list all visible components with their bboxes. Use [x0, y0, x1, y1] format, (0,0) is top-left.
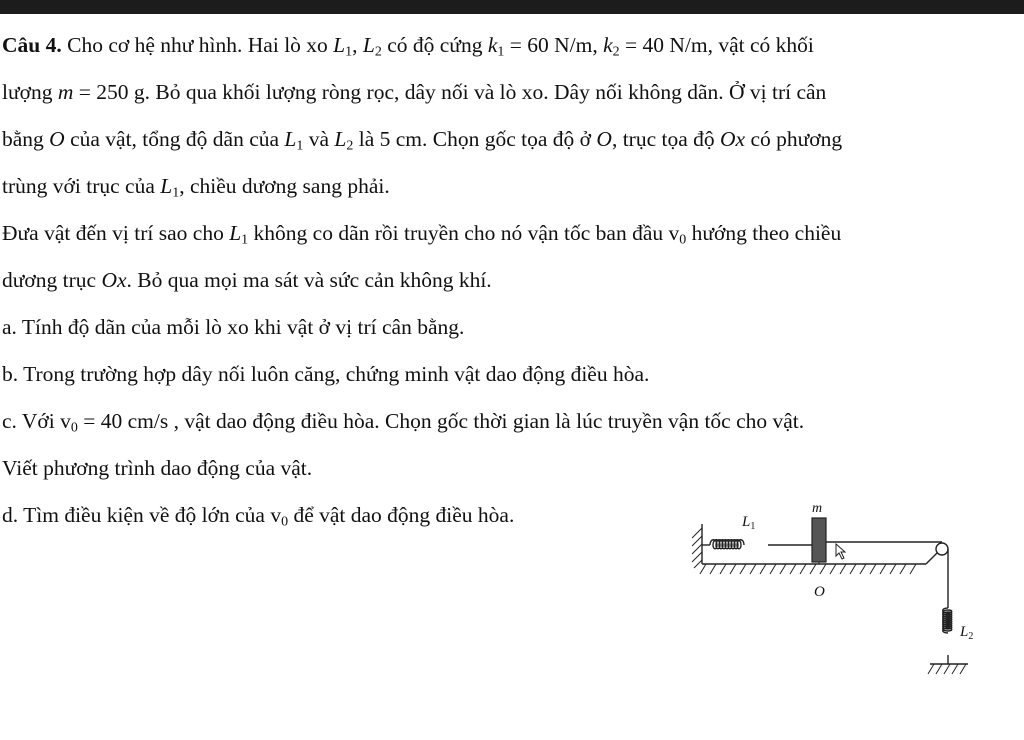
math-l2: L — [362, 33, 375, 57]
top-window-bar — [0, 0, 1024, 14]
text: dương trục — [2, 268, 102, 292]
origin-label: O — [814, 584, 825, 600]
sub: 1 — [345, 44, 353, 60]
math-ox: Ox — [720, 127, 746, 151]
part-a: a. Tính độ dãn của mỗi lò xo khi vật ở vị trí cân bằng. — [2, 315, 465, 339]
text: Đưa vật đến vị trí sao cho — [2, 221, 230, 245]
spring-l2 — [943, 608, 952, 633]
line-3 — [2, 116, 1022, 163]
line-6 — [2, 257, 1022, 304]
text: = 250 g. Bỏ qua khối lượng ròng rọc, dây nối và lò xo. Dây nối không dãn. Ở vị trí cân — [73, 80, 827, 104]
text: để vật dao động điều hòa. — [288, 503, 515, 527]
mass-block — [812, 518, 826, 562]
sub: 1 — [172, 185, 180, 201]
text: không co dãn rồi truyền cho nó vận tốc ban đầu v — [248, 221, 680, 245]
math-k2: k — [603, 33, 613, 57]
spring1-label: $L_1$ — [742, 514, 756, 532]
text: , chiều dương sang phải. — [179, 174, 390, 198]
floor-hatch — [700, 564, 916, 574]
math-m: m — [57, 80, 74, 104]
text: có phương — [745, 127, 843, 151]
sub: 0 — [70, 420, 78, 436]
text: và — [303, 127, 335, 151]
math-l1: L — [333, 33, 346, 57]
spring-pulley-figure — [680, 498, 980, 688]
sub: 2 — [374, 44, 382, 60]
bottom-hatch — [928, 664, 966, 674]
text: có độ cứng — [381, 33, 488, 57]
math-l1: L — [160, 174, 173, 198]
part-c-line2: Viết phương trình dao động của vật. — [2, 456, 313, 480]
cursor-icon — [836, 544, 845, 559]
sub: 1 — [241, 232, 249, 248]
line-5 — [2, 210, 1022, 257]
problem-text — [2, 22, 1022, 539]
math-l1: L — [229, 221, 242, 245]
part-c — [2, 398, 1022, 445]
text: . Bỏ qua mọi ma sát và sức cản không khí. — [126, 268, 492, 292]
text: , — [352, 33, 363, 57]
text: d. Tìm điều kiện về độ lớn của v — [2, 503, 282, 527]
sub: 0 — [281, 514, 289, 530]
pulley — [936, 543, 948, 555]
math-l2: L — [334, 127, 347, 151]
math-l1: L — [284, 127, 297, 151]
text: lượng — [2, 80, 58, 104]
text: c. Với v — [2, 409, 71, 433]
line-1 — [2, 22, 1022, 69]
sub: 1 — [497, 44, 505, 60]
text: = 40 cm/s , vật dao động điều hòa. Chọn gốc thời gian là lúc truyền vận tốc cho vật. — [77, 409, 805, 433]
line-4 — [2, 163, 1022, 210]
spring-l1 — [710, 540, 744, 549]
spring2-label: $L_2$ — [960, 624, 974, 642]
sub: 2 — [612, 44, 620, 60]
sub: 0 — [679, 232, 687, 248]
left-wall-hatch — [692, 528, 702, 568]
part-b: b. Trong trường hợp dây nối luôn căng, chứng minh vật dao động điều hòa. — [2, 362, 650, 386]
sub: 2 — [346, 138, 354, 154]
text: bằng — [2, 127, 50, 151]
text: = 40 N/m, vật có khối — [619, 33, 814, 57]
line-2 — [2, 69, 1022, 116]
math-k1: k — [487, 33, 498, 57]
text: Cho cơ hệ như hình. Hai lò xo — [61, 33, 334, 57]
text: của vật, tổng độ dãn của — [64, 127, 285, 151]
text: , trục tọa độ — [611, 127, 721, 151]
math-o: O — [596, 127, 612, 151]
sub: 1 — [296, 138, 304, 154]
mass-label: m — [812, 501, 823, 516]
question-number: Câu 4. — [2, 33, 62, 57]
text: hướng theo chiều — [686, 221, 842, 245]
text: = 60 N/m, — [504, 33, 604, 57]
text: là 5 cm. Chọn gốc tọa độ ở — [353, 127, 597, 151]
math-o: O — [49, 127, 65, 151]
math-ox: Ox — [101, 268, 127, 292]
text: trùng với trục của — [2, 174, 161, 198]
